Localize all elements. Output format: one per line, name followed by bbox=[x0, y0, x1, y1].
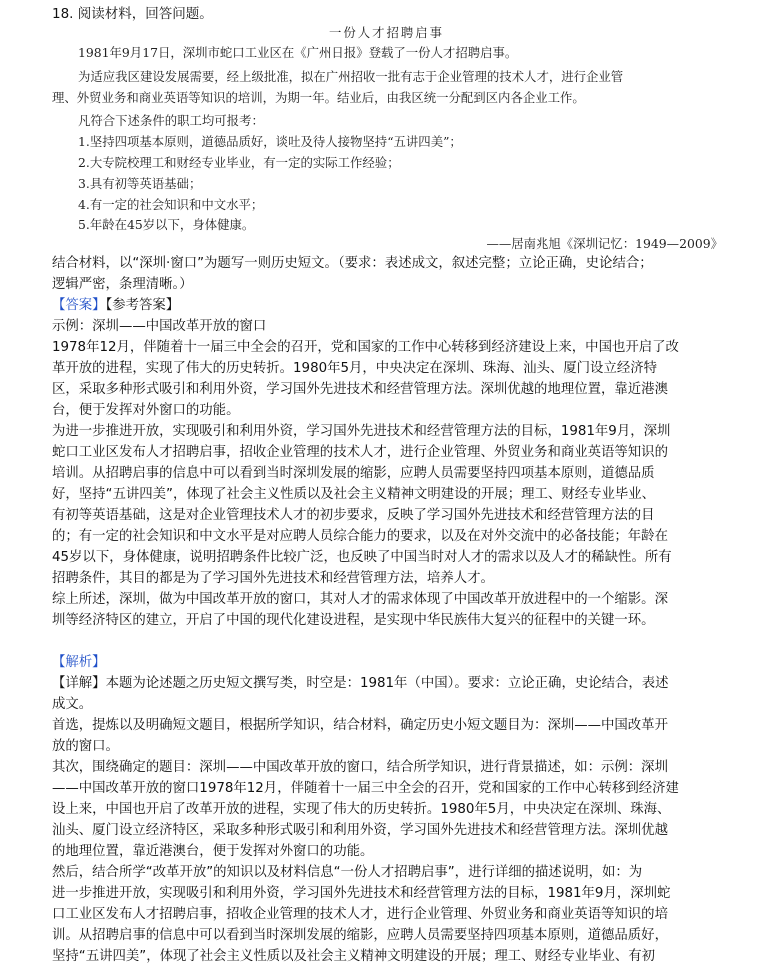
condition-item: 1.坚持四项基本原则，道德品质好，谈吐及待人接物坚持“五讲四美”； bbox=[78, 134, 462, 149]
answer-line: 培训。从招聘启事的信息中可以看到当时深圳发展的缩影，应聘人员需要坚持四项基本原则，道德品质 bbox=[52, 466, 655, 481]
analysis-line-text: 本题为论述题之历史短文撰写类，时空是：1981年（中国）。要求：立论正确，史论结合，表述 bbox=[105, 676, 669, 691]
analysis-line: 设上来，中国也开启了改革开放的进程，实现了伟大的历史转折。1980年5月，中央决定在深圳、珠海、 bbox=[52, 802, 671, 817]
material-line: 理、外贸业务和商业英语等知识的培训，为期一年。结业后，由我区统一分配到区内各企业工作。 bbox=[52, 90, 585, 105]
answer-line: 台，便于发挥对外窗口的功能。 bbox=[52, 403, 240, 418]
answer-line: 蛇口工业区发布人才招聘启事，招收企业管理的技术人才，进行企业管理、外贸业务和商业英语等知识的 bbox=[52, 445, 668, 460]
analysis-header: 【解析】 bbox=[52, 655, 106, 670]
material-line: 凡符合下述条件的职工均可报考： bbox=[78, 113, 264, 128]
analysis-line: 进一步推进开放，实现吸引和利用外资，学习国外先进技术和经营管理方法的目标，1981年9月，深圳蛇 bbox=[52, 886, 671, 901]
prompt-line: 结合材料，以“深圳·窗口”为题写一则历史短文。（要求：表述成文，叙述完整；立论正确，史论结合； bbox=[52, 256, 653, 271]
prompt-line: 逻辑严密，条理清晰。） bbox=[52, 277, 193, 292]
material-source: ——居南兆旭《深圳记忆：1949—2009》 bbox=[486, 236, 723, 251]
answer-line: 革开放的进程，实现了伟大的历史转折。1980年5月，中央决定在深圳、珠海、汕头、厦门设立经济特 bbox=[52, 361, 658, 376]
condition-item: 5.年龄在45岁以下，身体健康。 bbox=[78, 217, 255, 232]
answer-line: 示例：深圳——中国改革开放的窗口 bbox=[52, 319, 267, 334]
condition-item: 2.大专院校理工和财经专业毕业，有一定的实际工作经验； bbox=[78, 155, 400, 170]
analysis-line: 的地理位置，靠近港澳台，便于发挥对外窗口的功能。 bbox=[52, 844, 374, 859]
answer-line: 区，采取多种形式吸引和利用外资，学习国外先进技术和经营管理方法。深圳优越的地理位置，靠近港澳 bbox=[52, 382, 668, 397]
condition-item: 3.具有初等英语基础； bbox=[78, 176, 202, 191]
material-title: 一份人才招聘启事 bbox=[328, 25, 445, 40]
question-heading: 18. 阅读材料，回答问题。 bbox=[52, 6, 213, 22]
reference-answer-label: 【参考答案】 bbox=[105, 298, 180, 313]
analysis-line: 然后，结合所学“改革开放”的知识以及材料信息“一份人才招聘启事”，进行详细的描述说明，如：为 bbox=[52, 865, 643, 880]
analysis-line: 训。从招聘启事的信息中可以看到当时深圳发展的缩影，应聘人员需要坚持四项基本原则，道德品质好， bbox=[52, 928, 668, 943]
detail-tag: 【详解】 bbox=[52, 676, 106, 691]
analysis-line: 放的窗口。 bbox=[52, 739, 119, 754]
material-line: 1981年9月17日，深圳市蛇口工业区在《广州日报》登载了一份人才招聘启事。 bbox=[78, 45, 518, 60]
condition-item: 4.有一定的社会知识和中文水平； bbox=[78, 197, 264, 212]
answer-line: 的；有一定的社会知识和中文水平是对应聘人员综合能力的要求，以及在对外交流中的必备技能；年龄在 bbox=[52, 529, 668, 544]
answer-line: 招聘条件，其目的都是为了学习国外先进技术和经营管理方法，培养人才。 bbox=[52, 571, 494, 586]
analysis-line: 成文。 bbox=[52, 697, 93, 712]
analysis-line bbox=[52, 673, 728, 694]
answer-header bbox=[52, 295, 728, 316]
answer-line: 1978年12月，伴随着十一届三中全会的召开，党和国家的工作中心转移到经济建设上来，中国也开启了改 bbox=[52, 340, 679, 355]
answer-line: 综上所述，深圳，做为中国改革开放的窗口，其对人才的需求体现了中国改革开放进程中的一个缩影。深 bbox=[52, 592, 668, 607]
answer-line: 圳等经济特区的建立，开启了中国的现代化建设进程，是实现中华民族伟大复兴的征程中的关键一环。 bbox=[52, 613, 655, 628]
answer-line: 45岁以下，身体健康，说明招聘条件比较广泛，也反映了中国当时对人才的需求以及人才的稀缺性。所有 bbox=[52, 550, 672, 565]
analysis-line: 口工业区发布人才招聘启事，招收企业管理的技术人才，进行企业管理、外贸业务和商业英语等知识的培 bbox=[52, 907, 668, 922]
analysis-line: 其次，围绕确定的题目：深圳——中国改革开放的窗口，结合所学知识，进行背景描述，如：示例：深圳 bbox=[52, 760, 668, 775]
answer-line: 为进一步推进开放，实现吸引和利用外资，学习国外先进技术和经营管理方法的目标，1981年9月，深圳 bbox=[52, 424, 671, 439]
analysis-line: 首选，提炼以及明确短文题目，根据所学知识，结合材料，确定历史小短文题目为：深圳——中国改革开 bbox=[52, 718, 668, 733]
analysis-line: 坚持“五讲四美”，体现了社会主义性质以及社会主义精神文明建设的开展；理工、财经专业毕业、有初 bbox=[52, 949, 656, 964]
material-line: 为适应我区建设发展需要，经上级批准，拟在广州招收一批有志于企业管理的技术人才，进行企业管 bbox=[78, 69, 624, 84]
analysis-line: 汕头、厦门设立经济特区，采取多种形式吸引和利用外资，学习国外先进技术和经营管理方法。深圳优越 bbox=[52, 823, 668, 838]
analysis-line: ——中国改革开放的窗口1978年12月，伴随着十一届三中全会的召开，党和国家的工作中心转移到经济建 bbox=[52, 781, 679, 796]
answer-line: 好，坚持“五讲四美”，体现了社会主义性质以及社会主义精神文明建设的开展；理工、财经专业毕业、 bbox=[52, 487, 656, 502]
answer-line: 有初等英语基础，这是对企业管理技术人才的初步要求，反映了学习国外先进技术和经营管理方法的目 bbox=[52, 508, 655, 523]
answer-tag: 【答案】 bbox=[52, 298, 106, 313]
